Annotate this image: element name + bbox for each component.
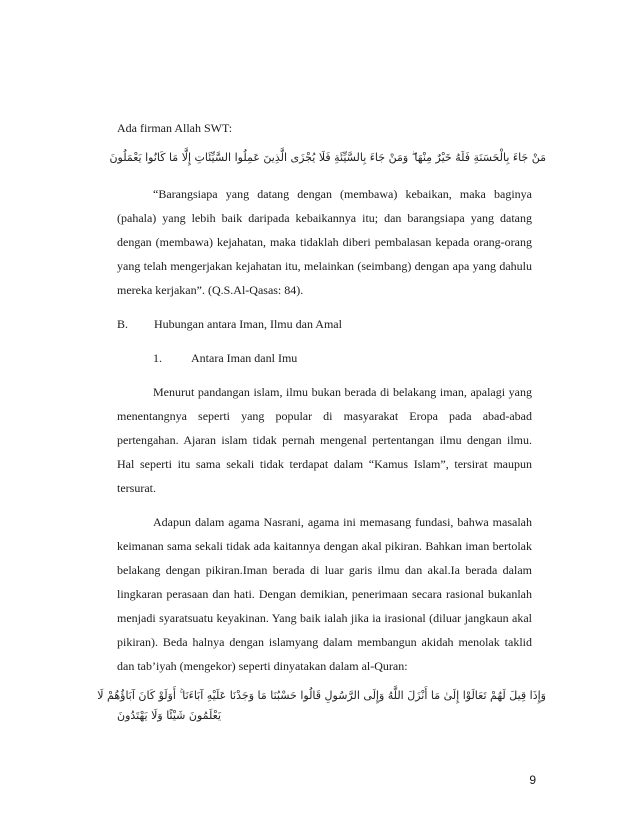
paragraph-line: tersurat. <box>117 481 156 495</box>
page-number: 9 <box>529 773 536 787</box>
paragraph-line: pikiran). Beda halnya dengan islamyang dalam membangun akidah menolak taklid <box>117 635 532 649</box>
arabic-verse-qasas-84: مَنْ جَاءَ بِالْحَسَنَةِ فَلَهُ خَيْرٌ مِنْهَا ۖ وَمَنْ جَاءَ بِالسَّيِّئَةِ فَلَا يُجْزَى الَّذِينَ عَمِلُوا السَّيِّئَاتِ إِلَّا مَا كَانُوا يَعْمَلُونَ <box>109 151 546 164</box>
translation-line: “Barangsiapa yang datang dengan (membawa) kebaikan, maka baginya <box>153 187 532 201</box>
paragraph-line: pertengahan. Ajaran islam tidak pernah mengenal pertentangan ilmu dengan ilmu. <box>117 433 532 447</box>
arabic-verse-line: وَإِذَا قِيلَ لَهُمْ تَعَالَوْا إِلَىٰ مَا أَنْزَلَ اللَّهُ وَإِلَى الرَّسُولِ قَالُوا حَسْبُنَا مَا وَجَدْنَا عَلَيْهِ آبَاءَنَا ۚ أَوَلَوْ كَانَ آبَاؤُهُمْ لَا <box>97 689 546 702</box>
section-label: B. <box>117 317 129 331</box>
arabic-verse-line: يَعْلَمُونَ شَيْئًا وَلَا يَهْتَدُونَ <box>117 709 222 722</box>
paragraph-line: keimanan sama sekali tidak ada kaitannya dengan akal pikiran. Bahkan iman bertolak <box>117 539 532 553</box>
translation-line: dengan (membawa) kejahatan, maka tidaklah diberi pembalasan kepada orang-orang <box>117 235 532 249</box>
paragraph-line: menjadi syaratsuatu keyakinan. Yang baik ialah jika ia irasional (diluar jangkaun akal <box>117 611 532 625</box>
subsection-title: Antara Iman danl Imu <box>191 351 298 365</box>
section-title: Hubungan antara Iman, Ilmu dan Amal <box>154 317 342 331</box>
subsection-label: 1. <box>153 351 162 365</box>
translation-line: (pahala) yang lebih baik daripada kebaikannya itu; dan barangsiapa yang datang <box>117 211 532 225</box>
paragraph-line: belakang dengan pikiran.Iman berada di luar garis ilmu dan akal.Ia berada dalam <box>117 563 532 577</box>
paragraph-line: dan tab’iyah (mengekor) seperti dinyatakan dalam al-Quran: <box>117 659 408 673</box>
paragraph-line: Hal seperti itu sama sekali tidak terdapat dalam “Kamus Islam”, tersirat maupun <box>117 457 532 471</box>
paragraph-line: Adapun dalam agama Nasrani, agama ini memasang fundasi, bahwa masalah <box>153 515 532 529</box>
paragraph-line: menentangnya seperti yang popular di masyarakat Eropa pada abad-abad <box>117 409 532 423</box>
translation-line: mereka kerjakan”. (Q.S.Al-Qasas: 84). <box>117 283 304 297</box>
paragraph-line: lingkaran perasaan dan hati. Dengan demikian, penerimaan secara rasional bukanlah <box>117 587 532 601</box>
intro-text: Ada firman Allah SWT: <box>117 121 233 135</box>
translation-line: yang telah mengerjakan kejahatan itu, melainkan (seimbang) dengan apa yang dahulu <box>117 259 532 273</box>
paragraph-line: Menurut pandangan islam, ilmu bukan berada di belakang iman, apalagi yang <box>153 385 532 399</box>
